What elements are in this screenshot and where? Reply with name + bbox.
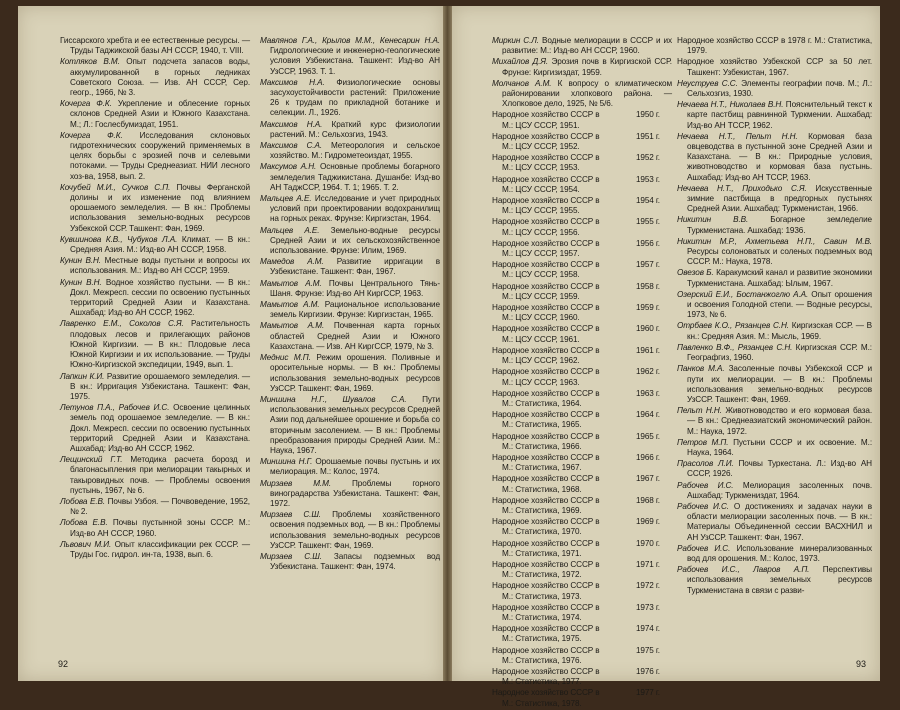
entry-author: Прасолов Л.И. xyxy=(677,459,734,469)
entry-author: Нечаева Н.Т., Приходько С.Я. xyxy=(677,183,807,193)
entry-publisher: М.: ЦСУ СССР, 1962. xyxy=(502,356,580,366)
statistics-entry xyxy=(492,517,672,537)
entry-publisher: М.: ЦСУ СССР, 1958. xyxy=(502,270,580,280)
bibliography-entry xyxy=(677,57,872,77)
statistics-entry xyxy=(492,646,672,666)
entry-text: Перспективы использования земельных ресурсов Туркменистана в связи с разви- xyxy=(687,565,872,595)
bibliography-entry xyxy=(677,321,872,341)
bibliography-entry xyxy=(260,479,440,510)
entry-author: Кочерга Ф.К. xyxy=(60,130,123,140)
entry-author: Миншина Н.Г. xyxy=(260,457,313,467)
bibliography-entry xyxy=(492,57,672,77)
entry-title: Народное хозяйство СССР в xyxy=(492,281,600,291)
entry-publisher: М.: Статистика, 1966. xyxy=(502,441,582,451)
statistics-entry xyxy=(492,153,672,173)
entry-text: Почвы Узбоя. — Почвоведение, 1952, № 2. xyxy=(70,496,250,517)
entry-author: Кунин В.Н. xyxy=(60,256,101,266)
entry-text: Гидрологические и инженерно-геологические условия Узбекистана. Ташкент: Изд-во АН УзССР, 1963. Т. 1. xyxy=(270,46,440,76)
entry-publisher: М.: Статистика, 1978. xyxy=(502,698,582,708)
bibliography-entry xyxy=(60,403,250,454)
entry-author: Рабочев И.С., Лавров А.П. xyxy=(677,565,810,575)
entry-text: Земельно-водные ресурсы Средней Азии и их сельскохозяйственное использование. Фрунзе: Илим, 1969. xyxy=(270,225,440,256)
bibliography-entry xyxy=(60,235,250,255)
entry-author: Отрбаев К.О., Рязанцев С.Н. xyxy=(677,321,789,331)
entry-author: Рабочев И.С. xyxy=(677,543,731,553)
entry-publisher: М.: Статистика, 1965. xyxy=(502,420,582,430)
entry-text: Народное хозяйство Узбекской ССР за 50 лет. Ташкент: Узбекистан, 1967. xyxy=(677,57,872,77)
entry-text: Эрозия почв в Киргизской ССР. Фрунзе: Киргизиздат, 1959. xyxy=(502,57,672,77)
entry-title: Народное хозяйство СССР в xyxy=(492,153,600,163)
entry-text: Пояснительный текст к карте пастбищ равнинной Туркмении. Ашхабад: Изд-во АН ТССР, 1962. xyxy=(687,100,872,130)
entry-year: 1956 г. xyxy=(635,238,660,248)
entry-author: Лобова Е.В. xyxy=(60,496,106,506)
entry-year: 1967 г. xyxy=(635,474,660,484)
left-page-number: 92 xyxy=(58,659,69,669)
entry-publisher: М.: ЦСУ СССР, 1961. xyxy=(502,334,580,344)
entry-title: Народное хозяйство СССР в xyxy=(492,303,600,313)
statistics-entry xyxy=(492,110,672,130)
bibliography-entry xyxy=(260,353,440,394)
entry-author: Максимов Н.А. xyxy=(260,119,323,129)
entry-author: Кунин В.Н. xyxy=(60,277,102,287)
entry-year: 1960 г. xyxy=(635,324,660,334)
entry-publisher: М.: ЦСУ СССР, 1955. xyxy=(502,206,580,216)
entry-title: Народное хозяйство СССР в xyxy=(492,624,600,634)
entry-title: Народное хозяйство СССР в xyxy=(492,602,600,612)
bibliography-entry xyxy=(677,268,872,288)
statistics-entry xyxy=(492,303,672,323)
entry-publisher: М.: ЦСУ СССР, 1960. xyxy=(502,313,580,323)
statistics-entry xyxy=(492,239,672,259)
entry-text: Элементы географии почв. М.; Л.: Сельхозгиз, 1930. xyxy=(687,78,872,99)
bibliography-entry xyxy=(60,36,250,56)
bibliography-entry xyxy=(60,497,250,517)
bibliography-entry xyxy=(260,395,440,456)
entry-author: Кувшинова К.В., Чубуков Л.А. xyxy=(60,234,178,244)
entry-author: Мамытов А.М. xyxy=(260,300,320,310)
entry-year: 1965 г. xyxy=(635,431,660,441)
entry-publisher: М.: ЦСУ СССР, 1952. xyxy=(502,142,580,152)
entry-text: Развитие орошаемого земледелия. — В кн.: Ирригация Узбекистана. Ташкент: Фан, 1975. xyxy=(70,371,250,401)
entry-year: 1977 г. xyxy=(635,688,660,698)
bibliography-entry xyxy=(60,518,250,538)
entry-title: Народное хозяйство СССР в xyxy=(492,495,600,505)
entry-text: Освоение целинных земель под орошаемое земледелие. — В кн.: Докл. Межресп. сессии по освоению пустынных территорий Средней Азии и Казахстана. Ашхабад: Изд-во АН СССР, 1962. xyxy=(70,403,250,453)
entry-author: Мамедов А.М. xyxy=(260,257,324,267)
entry-author: Львович М.И. xyxy=(60,539,112,549)
entry-publisher: М.: ЦСУ СССР, 1953. xyxy=(502,163,580,173)
entry-text: Метеорология и сельское хозяйство. М.: Гидрометеоиздат, 1955. xyxy=(270,141,440,161)
entry-publisher: М.: Статистика, 1977. xyxy=(502,677,582,687)
statistics-entry xyxy=(492,667,672,687)
entry-year: 1958 г. xyxy=(635,281,660,291)
entry-text: Народное хозяйство СССР в 1978 г. М.: Статистика, 1979. xyxy=(677,36,872,56)
right-column-2 xyxy=(677,36,872,597)
entry-publisher: М.: Статистика, 1973. xyxy=(502,591,582,601)
entry-text: Режим орошения. Поливные и оросительные нормы. — В кн.: Проблемы использования земельно-водных ресурсов УзССР. Ташкент: Фан, 1969. xyxy=(270,353,440,393)
bibliography-entry xyxy=(677,343,872,363)
bibliography-entry xyxy=(677,459,872,479)
statistics-entry xyxy=(492,324,672,344)
entry-text: Киргизская ССР. М.: Географгиз, 1960. xyxy=(687,342,872,363)
left-column-1 xyxy=(60,36,250,561)
entry-author: Павленко В.Ф., Рязанцев С.Н. xyxy=(677,342,793,352)
left-column-2 xyxy=(260,36,440,573)
bibliography-entry xyxy=(260,141,440,161)
bibliography-entry xyxy=(260,321,440,352)
entry-text: Использование минерализованных вод для орошения. М.: Колос, 1973. xyxy=(687,543,872,563)
entry-text: Опыт орошения и освоения Голодной степи. — Водные ресурсы, 1973, № 6. xyxy=(687,289,872,320)
statistics-entry xyxy=(492,260,672,280)
statistics-entry xyxy=(492,367,672,387)
statistics-entry xyxy=(492,282,672,302)
entry-year: 1952 г. xyxy=(635,153,660,163)
entry-author: Лапкин К.И. xyxy=(60,371,105,381)
statistics-entry xyxy=(492,346,672,366)
entry-publisher: М.: Статистика, 1971. xyxy=(502,548,582,558)
entry-author: Мальцев А.Е. xyxy=(260,194,312,204)
bibliography-entry xyxy=(677,79,872,99)
entry-year: 1955 г. xyxy=(635,217,660,227)
entry-text: Почвы пустынной зоны СССР. М.: Изд-во АН СССР, 1960. xyxy=(70,518,251,538)
entry-text: Проблемы хозяйственного освоения подземных вод. — В кн.: Проблемы использования земельно-водных ресурсов УзССР. Ташкент: Фан, 1969. xyxy=(270,510,440,550)
entry-author: Котляков В.М. xyxy=(60,57,120,67)
entry-text: Кормовая база овцеводства в пустынной зоне Средней Азии и Казахстана. — В кн.: Природные условия, животноводство и кормовая база пустынь. Ашхабад: Изд-во АН ТССР, 1963. xyxy=(687,131,872,182)
entry-title: Народное хозяйство СССР в xyxy=(492,581,600,591)
entry-title: Народное хозяйство СССР в xyxy=(492,388,600,398)
entry-year: 1963 г. xyxy=(635,388,660,398)
entry-year: 1954 г. xyxy=(635,196,660,206)
entry-year: 1968 г. xyxy=(635,495,660,505)
entry-author: Миншина Н.Г., Шувалов С.А. xyxy=(260,394,407,404)
bibliography-entry xyxy=(260,120,440,140)
entry-author: Мирзаев М.М. xyxy=(260,478,332,488)
entry-publisher: М.: Статистика, 1968. xyxy=(502,484,582,494)
entry-text: Физиологические основы засухоустойчивости растений: Приложение 26 к трудам по прикладной ботанике и селекции. Л., 1926. xyxy=(270,77,440,118)
entry-year: 1953 г. xyxy=(635,174,660,184)
entry-text: Пути использования земельных ресурсов Средней Азии под дальнейшее орошение и борьба со вторичным засолением. — В кн.: Проблемы преобразования природы Средней Азии. М.: Наука, 1967. xyxy=(270,394,440,455)
bibliography-entry xyxy=(60,372,250,403)
entry-author: Нечаева Н.Т., Николаев В.Н. xyxy=(677,100,784,110)
entry-author: Мальцев А.Е. xyxy=(260,225,320,235)
statistics-entry xyxy=(492,581,672,601)
entry-author: Панков М.А. xyxy=(677,364,725,374)
entry-author: Лещинский Г.Т. xyxy=(60,455,123,465)
bibliography-entry xyxy=(60,99,250,130)
entry-author: Нечаева Н.Т., Пельт Н.Н. xyxy=(677,131,798,141)
statistics-entry xyxy=(492,175,672,195)
entry-publisher: М.: ЦСУ СССР, 1951. xyxy=(502,120,580,130)
entry-author: Летунов П.А., Рабочев И.С. xyxy=(60,403,170,413)
entry-author: Неуструев С.С. xyxy=(677,78,738,88)
entry-text: Киргизская ССР. — В кн.: Средняя Азия. М.: Мысль, 1969. xyxy=(687,321,872,341)
entry-title: Народное хозяйство СССР в xyxy=(492,324,600,334)
statistics-entry xyxy=(492,453,672,473)
bibliography-entry xyxy=(260,457,440,477)
entry-publisher: М.: Статистика, 1964. xyxy=(502,398,582,408)
entry-title: Народное хозяйство СССР в xyxy=(492,367,600,377)
entry-year: 1950 г. xyxy=(635,110,660,120)
entry-title: Народное хозяйство СССР в xyxy=(492,410,600,420)
bibliography-entry xyxy=(677,100,872,131)
bibliography-entry xyxy=(60,278,250,319)
entry-publisher: М.: Статистика, 1975. xyxy=(502,634,582,644)
bibliography-entry xyxy=(677,406,872,437)
entry-text: Орошаемые почвы пустынь и их мелиорация. М.: Колос, 1974. xyxy=(270,457,440,477)
entry-text: Искусственные зимние пастбища в предгорных пустынях Средней Азии. Ашхабад: Туркменистан, 1966. xyxy=(687,183,872,214)
entry-text: Опыт подсчета запасов воды, аккумулированной в горных ледниках Советского Союза. — Изв. АН СССР, Сер. геогр., 1966, № 3. xyxy=(70,57,250,98)
entry-year: 1951 г. xyxy=(635,131,660,141)
bibliography-entry xyxy=(260,300,440,320)
entry-title: Народное хозяйство СССР в xyxy=(492,517,600,527)
entry-author: Рабочев И.С. xyxy=(677,501,729,511)
entry-author: Михайлов Д.Я. xyxy=(492,57,549,67)
entry-author: Рабочев И.С. xyxy=(677,480,734,490)
entry-text: Почвы Центрального Тянь-Шаня. Фрунзе: Изд-во АН КиргССР, 1963. xyxy=(270,278,440,298)
statistics-entry xyxy=(492,389,672,409)
bibliography-entry xyxy=(60,57,250,98)
book-spine xyxy=(443,6,452,681)
entry-author: Меднис М.П. xyxy=(260,353,311,363)
bibliography-entry xyxy=(677,364,872,405)
bibliography-entry xyxy=(60,131,250,182)
entry-text: Исследование и учет природных условий при проектировании водохранилищ на горных реках. Фрунзе: Киргизстан, 1964. xyxy=(270,194,440,224)
entry-title: Народное хозяйство СССР в xyxy=(492,645,600,655)
entry-text: Растительность плодовых лесов и прилегающих районов Южной Киргизии. — В кн.: Плодовые леса Южной Киргизии и их использование. — Труды Южно-Киргизской экспедиции, 1949, вып. 1. xyxy=(70,319,250,370)
entry-author: Лавренко Е.М., Соколов С.Я. xyxy=(60,319,184,329)
bibliography-entry xyxy=(677,132,872,183)
entry-author: Кочубей М.И., Сучков С.П. xyxy=(60,182,171,192)
entry-title: Народное хозяйство СССР в xyxy=(492,131,600,141)
bibliography-entry xyxy=(260,36,440,77)
entry-text: Запасы подземных вод Узбекистана. Ташкент: Фан, 1974. xyxy=(270,551,440,572)
entry-author: Миркин С.Л. xyxy=(492,36,539,45)
bibliography-entry xyxy=(260,510,440,551)
bibliography-entry xyxy=(60,319,250,370)
bibliography-entry xyxy=(677,502,872,543)
entry-text: Местные воды пустыни и вопросы их использования. М.: Изд-во АН СССР, 1959. xyxy=(70,256,250,276)
entry-author: Кочерга Ф.К. xyxy=(60,99,112,109)
statistics-entry xyxy=(492,496,672,516)
bibliography-entry xyxy=(492,36,672,56)
entry-author: Лобова Е.В. xyxy=(60,518,108,528)
entry-author: Мирзаев С.Ш. xyxy=(260,551,322,561)
entry-text: Пустыни СССР и их освоение. М.: Наука, 1964. xyxy=(687,437,873,457)
entry-author: Никитин В.В. xyxy=(677,215,749,225)
entry-text: Почвы Туркестана. Л.: Изд-во АН СССР, 1926. xyxy=(687,459,872,479)
entry-publisher: М.: Статистика, 1974. xyxy=(502,612,582,622)
entry-author: Овезов Б. xyxy=(677,268,714,278)
entry-text: Мелиорация засоленных почв. Ашхабад: Туркмениздат, 1964. xyxy=(687,480,872,500)
entry-publisher: М.: Статистика, 1967. xyxy=(502,463,582,473)
bibliography-entry xyxy=(260,194,440,225)
entry-title: Народное хозяйство СССР в xyxy=(492,666,600,676)
statistics-entry xyxy=(492,539,672,559)
entry-publisher: М.: Статистика, 1976. xyxy=(502,655,582,665)
entry-text: Укрепление и облесение горных склонов Средней Азии и Южного Казахстана. М.; Л.: Гослесбумиздат, 1951. xyxy=(70,99,250,129)
bibliography-entry xyxy=(260,257,440,277)
entry-year: 1972 г. xyxy=(635,581,660,591)
entry-title: Народное хозяйство СССР в xyxy=(492,110,600,120)
right-page-number: 93 xyxy=(855,659,866,669)
right-column-1 xyxy=(492,36,672,710)
entry-year: 1959 г. xyxy=(635,303,660,313)
entry-text: Проблемы горного виноградарства Узбекистана. Ташкент: Фан, 1972. xyxy=(270,478,440,508)
bibliography-entry xyxy=(60,455,250,496)
statistics-entry xyxy=(492,624,672,644)
entry-text: О достижениях и задачах науки в области мелиорации засоленных почв. — В кн.: Материалы Объединенной сессии ВАСХНИЛ и АН УзССР. Ташкент: Фан, 1967. xyxy=(687,501,872,542)
entry-year: 1964 г. xyxy=(635,410,660,420)
entry-title: Народное хозяйство СССР в xyxy=(492,538,600,548)
entry-text: Водное хозяйство пустыни. — В кн.: Докл. Межресп. сессии по освоению пустынных территорий Средней Азии и Казахстана. Ашхабад: Изд-во АН СССР, 1962. xyxy=(70,277,250,318)
statistics-entry xyxy=(492,603,672,623)
entry-author: Мавлянов Г.А., Крылов М.М., Кенесарин Н.А. xyxy=(260,36,440,45)
entry-author: Никитин М.Р., Ахметьева Н.П., Савин М.В. xyxy=(677,236,872,246)
entry-year: 1973 г. xyxy=(635,602,660,612)
bibliography-entry xyxy=(677,544,872,564)
entry-publisher: М.: ЦСУ СССР, 1956. xyxy=(502,227,580,237)
entry-year: 1976 г. xyxy=(635,666,660,676)
entry-text: Каракумский канал и развитие экономики Туркменистана. Ашхабад: Ылым, 1967. xyxy=(687,268,872,288)
bibliography-entry xyxy=(677,36,872,56)
entry-author: Максимов Н.А. xyxy=(260,77,325,87)
entry-text: Засоленные почвы Узбекской ССР и пути их мелиорации. — В кн.: Проблемы использования земельно-водных ресурсов УзССР. Ташкент: Фан, 1969. xyxy=(687,364,873,404)
entry-title: Народное хозяйство СССР в xyxy=(492,474,600,484)
left-page xyxy=(18,6,443,681)
statistics-entry xyxy=(492,196,672,216)
statistics-entry xyxy=(492,410,672,430)
entry-title: Народное хозяйство СССР в xyxy=(492,431,600,441)
bibliography-entry xyxy=(677,565,872,596)
entry-author: Максимов С.А. xyxy=(260,141,323,151)
entry-text: К вопросу о климатическом районировании хлопкового района. — Хлопковое дело, 1925, № 5/6. xyxy=(502,78,672,109)
bibliography-entry xyxy=(60,540,250,560)
entry-text: Климат. — В кн.: Средняя Азия. М.: Изд-во АН СССР, 1958. xyxy=(70,234,250,255)
bibliography-entry xyxy=(260,226,440,257)
entry-title: Народное хозяйство СССР в xyxy=(492,688,600,698)
entry-author: Пельт Н.Н. xyxy=(677,406,722,416)
entry-publisher: М.: ЦСУ СССР, 1957. xyxy=(502,249,580,259)
statistics-entry xyxy=(492,432,672,452)
entry-publisher: М.: Статистика, 1972. xyxy=(502,570,582,580)
bibliography-entry xyxy=(677,438,872,458)
statistics-entry xyxy=(492,217,672,237)
entry-title: Народное хозяйство СССР в xyxy=(492,260,600,270)
right-page xyxy=(452,6,880,708)
entry-year: 1969 г. xyxy=(635,517,660,527)
entry-year: 1957 г. xyxy=(635,260,660,270)
entry-author: Петров М.П. xyxy=(677,437,729,447)
entry-year: 1962 г. xyxy=(635,367,660,377)
entry-text: Исследования склоновых гидротехнических сооружений применяемых в целях борьбы с эрозией почв и селевыми потоками. — Труды Среднеазиат. НИИ лесного хоз-ва, 1958, вып. 2. xyxy=(70,130,250,181)
entry-publisher: М.: ЦСУ СССР, 1963. xyxy=(502,377,580,387)
entry-author: Мамытов А.М. xyxy=(260,278,322,288)
entry-year: 1974 г. xyxy=(635,624,660,634)
entry-text: Методика расчета борозд и благонасыпления при мелиорации такырных и такыровидных почв. — Проблемы освоения пустынь, 1967, № 6. xyxy=(70,455,250,495)
statistics-entry xyxy=(492,132,672,152)
entry-text: Гиссарского хребта и ее естественные ресурсы. — Труды Таджикской базы АН СССР, 1940, т. VIII. xyxy=(60,36,250,56)
entry-title: Народное хозяйство СССР в xyxy=(492,345,600,355)
entry-year: 1975 г. xyxy=(635,645,660,655)
bibliography-entry xyxy=(677,481,872,501)
entry-title: Народное хозяйство СССР в xyxy=(492,196,600,206)
entry-year: 1966 г. xyxy=(635,452,660,462)
bibliography-entry xyxy=(60,183,250,234)
entry-text: Богарное земледелие Туркменистана. Ашхабад: 1936. xyxy=(687,215,872,235)
bibliography-entry xyxy=(677,184,872,215)
entry-text: Рациональное использование земель Киргизии. Фрунзе: Киргизстан, 1965. xyxy=(270,300,440,320)
entry-text: Почвы Ферганской долины и их изменение под влиянием орошаемого земледелия. — В кн.: Проблемы использования земельно-водных ресурсов Узбекской ССР. Ташкент: Фан, 1969. xyxy=(70,182,250,233)
statistics-entry xyxy=(492,560,672,580)
entry-year: 1971 г. xyxy=(635,559,660,569)
entry-author: Озерский Е.И., Бостанжоглю А.А. xyxy=(677,289,809,299)
entry-title: Народное хозяйство СССР в xyxy=(492,217,600,227)
bibliography-entry xyxy=(260,162,440,193)
entry-text: Почвенная карта горных областей Средней Азии и Южного Казахстана. — Изв. АН КиргССР, 1979, № 3. xyxy=(270,321,440,351)
bibliography-entry xyxy=(260,78,440,119)
entry-publisher: М.: Статистика, 1969. xyxy=(502,505,582,515)
entry-text: Животноводство и его кормовая база. — В кн.: Среднеазиатский экономический район. М.: Наука, 1972. xyxy=(687,406,873,436)
entry-author: Максумов А.Н. xyxy=(260,162,317,172)
entry-author: Мирзаев С.Ш. xyxy=(260,510,321,520)
entry-text: Краткий курс физиологии растений. М.: Сельхозгиз, 1943. xyxy=(270,119,440,139)
entry-title: Народное хозяйство СССР в xyxy=(492,238,600,248)
entry-title: Народное хозяйство СССР в xyxy=(492,559,600,569)
entry-author: Мамытов А.М. xyxy=(260,321,325,331)
bibliography-entry xyxy=(60,256,250,276)
bibliography-entry xyxy=(492,79,672,110)
entry-year: 1970 г. xyxy=(635,538,660,548)
bibliography-entry xyxy=(677,237,872,268)
entry-publisher: М.: ЦСУ СССР, 1959. xyxy=(502,291,580,301)
statistics-entry xyxy=(492,688,672,708)
statistics-entry xyxy=(492,474,672,494)
entry-text: Развитие ирригации в Узбекистане. Ташкент: Фан, 1967. xyxy=(270,257,440,277)
bibliography-entry xyxy=(260,552,440,572)
entry-text: Основные проблемы богарного земледелия Таджикистана. Душанбе: Изд-во АН ТаджССР, 1964. Т. 1; 1965. Т. 2. xyxy=(270,162,440,192)
entry-text: Ресурсы солоноватых и соленых подземных вод СССР. М.: Наука, 1978. xyxy=(687,247,872,267)
entry-text: Водные мелиорации в СССР и их развитие: М.: Изд-во АН СССР, 1960. xyxy=(502,36,673,56)
entry-year: 1961 г. xyxy=(635,345,660,355)
bibliography-entry xyxy=(677,290,872,321)
entry-text: Опыт классификации рек СССР. — Труды Гос. гидрол. ин-та, 1938, вып. 6. xyxy=(70,539,250,559)
entry-author: Молчанов А.М. xyxy=(492,78,552,88)
entry-publisher: М.: ЦСУ СССР, 1954. xyxy=(502,184,580,194)
entry-title: Народное хозяйство СССР в xyxy=(492,452,600,462)
entry-publisher: М.: Статистика, 1970. xyxy=(502,527,582,537)
bibliography-entry xyxy=(677,215,872,235)
bibliography-entry xyxy=(260,279,440,299)
entry-title: Народное хозяйство СССР в xyxy=(492,174,600,184)
